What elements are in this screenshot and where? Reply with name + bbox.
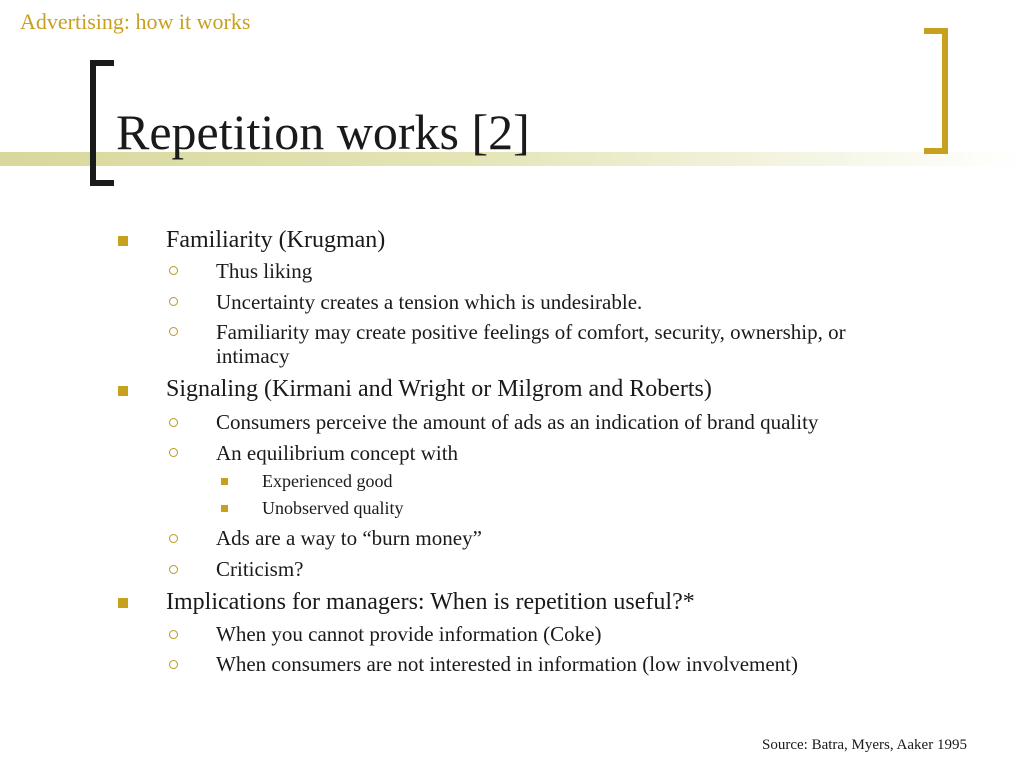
bullet-item-consumers-perceive: Consumers perceive the amount of ads as an indication of brand quality xyxy=(216,410,819,434)
bullet-item-familiarity: Familiarity (Krugman) xyxy=(166,227,386,253)
slide-title: Repetition works [2] xyxy=(116,104,530,160)
square-bullet-icon xyxy=(118,236,128,246)
bullet-item-unobserved-quality: Unobserved quality xyxy=(262,498,404,518)
circle-bullet-icon xyxy=(169,630,178,639)
square-bullet-icon xyxy=(221,478,228,485)
bullet-item-burn-money: Ads are a way to “burn money” xyxy=(216,526,482,550)
bullet-item-signaling: Signaling (Kirmani and Wright or Milgrom and Roberts) xyxy=(166,376,712,402)
bullet-item-coke: When you cannot provide information (Coke) xyxy=(216,622,602,646)
circle-bullet-icon xyxy=(169,418,178,427)
circle-bullet-icon xyxy=(169,448,178,457)
square-bullet-icon xyxy=(118,386,128,396)
bullet-item-experienced-good: Experienced good xyxy=(262,471,393,491)
bullet-item-equilibrium: An equilibrium concept with xyxy=(216,441,459,465)
square-bullet-icon xyxy=(221,505,228,512)
bullet-item-implications: Implications for managers: When is repetition useful?* xyxy=(166,589,695,615)
bullet-item-positive-feelings: Familiarity may create positive feelings of comfort, security, ownership, or intimacy xyxy=(216,320,846,368)
source-citation: Source: Batra, Myers, Aaker 1995 xyxy=(762,737,967,753)
bullet-item-uncertainty: Uncertainty creates a tension which is undesirable. xyxy=(216,290,643,314)
circle-bullet-icon xyxy=(169,565,178,574)
bullet-item-thus-liking: Thus liking xyxy=(216,259,313,283)
circle-bullet-icon xyxy=(169,297,178,306)
bullet-item-criticism: Criticism? xyxy=(216,557,304,581)
bullet-item-low-involvement: When consumers are not interested in information (low involvement) xyxy=(216,652,799,676)
circle-bullet-icon xyxy=(169,327,178,336)
circle-bullet-icon xyxy=(169,534,178,543)
square-bullet-icon xyxy=(118,598,128,608)
section-header: Advertising: how it works xyxy=(20,9,251,34)
circle-bullet-icon xyxy=(169,266,178,275)
circle-bullet-icon xyxy=(169,660,178,669)
